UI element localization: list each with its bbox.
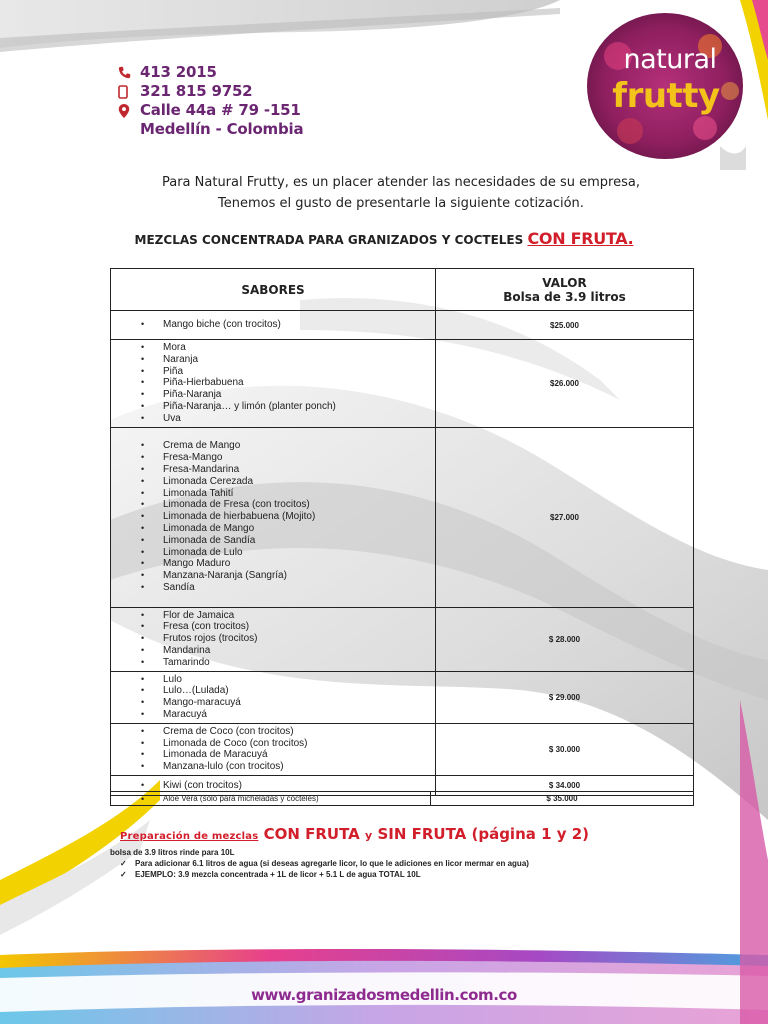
flavor-item: • Mango-maracuyá xyxy=(111,697,435,709)
address-row xyxy=(118,101,303,120)
flavor-list xyxy=(111,340,435,427)
flavor-item: • Limonada de Coco (con trocitos) xyxy=(111,738,435,750)
flavor-item: • Flor de Jamaica xyxy=(111,610,435,622)
flavors-cell xyxy=(111,427,436,607)
intro-text xyxy=(0,172,768,214)
heading-main: MEZCLAS CONCENTRADA PARA GRANIZADOS Y COCTELES xyxy=(134,233,524,247)
flavor-item: • Kiwi (con trocitos) xyxy=(111,780,435,792)
flavor-item: • Mango Maduro xyxy=(111,558,435,570)
flavor-item: • Piña-Naranja xyxy=(111,389,435,401)
table-row xyxy=(111,311,694,340)
price-cell: $ 29.000 xyxy=(436,671,694,723)
flavor-item: • Limonada Cerezada xyxy=(111,476,435,488)
flavor-item: • Mora xyxy=(111,342,435,354)
phone-row xyxy=(118,63,303,82)
flavor-item: • Limonada de Lulo xyxy=(111,547,435,559)
flavor-item: • Limonada Tahití xyxy=(111,488,435,500)
price-cell: $ 28.000 xyxy=(436,607,694,671)
flavor-item: • Limonada de Sandía xyxy=(111,535,435,547)
flavor-list xyxy=(111,317,435,333)
flavor-item: • Piña-Hierbabuena xyxy=(111,377,435,389)
location-pin-icon xyxy=(118,104,140,118)
table-row xyxy=(111,671,694,723)
flavors-cell xyxy=(111,671,436,723)
aloe-flavor: • Aloe Vera (solo para micheladas y cocteles) xyxy=(111,794,430,804)
price-table xyxy=(110,268,694,796)
flavor-item: • Limonada de Fresa (con trocitos) xyxy=(111,499,435,511)
column-header-value: VALOR Bolsa de 3.9 litros xyxy=(436,269,694,311)
price-cell: $ 34.000 xyxy=(436,775,694,795)
mobile-row xyxy=(118,82,303,101)
flavors-cell xyxy=(111,340,436,428)
flavor-item: • Piña-Naranja… y limón (planter ponch) xyxy=(111,401,435,413)
table-row xyxy=(111,427,694,607)
aloe-price: $ 35.000 xyxy=(431,792,694,806)
intro-line-2: Tenemos el gusto de presentarle la siguiente cotización. xyxy=(218,196,584,211)
heading-highlight: CON FRUTA. xyxy=(527,229,634,248)
flavor-item: • Manzana-lulo (con trocitos) xyxy=(111,761,435,773)
flavor-item: • Lulo xyxy=(111,674,435,686)
flavor-item: • Crema de Mango xyxy=(111,440,435,452)
flavor-item: • Limonada de hierbabuena (Mojito) xyxy=(111,511,435,523)
price-cell: $27.000 xyxy=(436,427,694,607)
price-cell: $25.000 xyxy=(436,311,694,340)
flavor-list xyxy=(111,724,435,775)
flavor-item: • Mandarina xyxy=(111,645,435,657)
contact-block xyxy=(118,63,303,139)
flavor-list xyxy=(111,672,435,723)
aloe-row xyxy=(111,792,694,806)
logo-word-natural: natural xyxy=(623,44,717,75)
flavors-cell xyxy=(111,311,436,340)
flavor-item: • Manzana-Naranja (Sangría) xyxy=(111,570,435,582)
natural-frutty-logo xyxy=(580,6,750,170)
flavor-item: • Limonada de Mango xyxy=(111,523,435,535)
city-row xyxy=(118,120,303,139)
flavors-cell xyxy=(111,607,436,671)
aloe-flavor-cell xyxy=(111,792,431,806)
mobile-number: 321 815 9752 xyxy=(140,82,253,100)
prep-note-1: ✓ Para adicionar 6.1 litros de agua (si deseas agregarle licor, lo que le adiciones en licor mermar en agua) xyxy=(110,858,529,869)
price-table-body xyxy=(111,311,694,796)
prep-note-2: ✓ EJEMPLO: 3.9 mezcla concentrada + 1L de licor + 5.1 L de agua TOTAL 10L xyxy=(110,869,529,880)
prep-y: y xyxy=(365,829,373,842)
phone-number: 413 2015 xyxy=(140,63,217,81)
flavor-item: • Fresa-Mango xyxy=(111,452,435,464)
prep-sin-fruta: SIN FRUTA (página 1 y 2) xyxy=(377,825,590,843)
table-row xyxy=(111,723,694,775)
address: Calle 44a # 79 -151 xyxy=(140,101,301,119)
flavor-item: • Limonada de Maracuyá xyxy=(111,749,435,761)
prep-yield: bolsa de 3.9 litros rinde para 10L xyxy=(110,848,235,857)
city: Medellín - Colombia xyxy=(140,120,304,138)
prep-label: Preparación de mezclas xyxy=(120,831,259,842)
table-row xyxy=(111,607,694,671)
column-header-flavors: SABORES xyxy=(111,269,436,311)
flavor-item: • Uva xyxy=(111,413,435,425)
prep-con-fruta: CON FRUTA xyxy=(263,825,360,843)
flavor-item: • Mango biche (con trocitos) xyxy=(111,319,435,331)
flavor-item: • Lulo…(Lulada) xyxy=(111,685,435,697)
aloe-table xyxy=(110,791,694,806)
flavor-item: • Frutos rojos (trocitos) xyxy=(111,633,435,645)
flavor-item: • Piña xyxy=(111,366,435,378)
price-cell: $26.000 xyxy=(436,340,694,428)
table-header-row xyxy=(111,269,694,311)
mobile-icon xyxy=(118,85,140,99)
flavor-list xyxy=(111,438,435,595)
flavor-item: • Crema de Coco (con trocitos) xyxy=(111,726,435,738)
flavor-item: • Naranja xyxy=(111,354,435,366)
table-row xyxy=(111,340,694,428)
flavor-item: • Maracuyá xyxy=(111,709,435,721)
intro-line-1: Para Natural Frutty, es un placer atender las necesidades de su empresa, xyxy=(161,175,640,190)
preparation-notes xyxy=(110,847,529,880)
flavor-item: • Fresa-Mandarina xyxy=(111,464,435,476)
phone-icon xyxy=(118,66,140,79)
flavor-list xyxy=(111,608,435,671)
flavor-item: • Sandía xyxy=(111,582,435,594)
price-cell: $ 30.000 xyxy=(436,723,694,775)
flavor-item: • Tamarindo xyxy=(111,657,435,669)
section-heading xyxy=(0,229,768,248)
logo-word-frutty: frutty xyxy=(612,76,720,116)
flavors-cell xyxy=(111,723,436,775)
footer-website-link[interactable]: www.granizadosmedellin.com.co xyxy=(251,986,517,1004)
flavor-item: • Fresa (con trocitos) xyxy=(111,621,435,633)
preparation-title xyxy=(120,825,589,843)
